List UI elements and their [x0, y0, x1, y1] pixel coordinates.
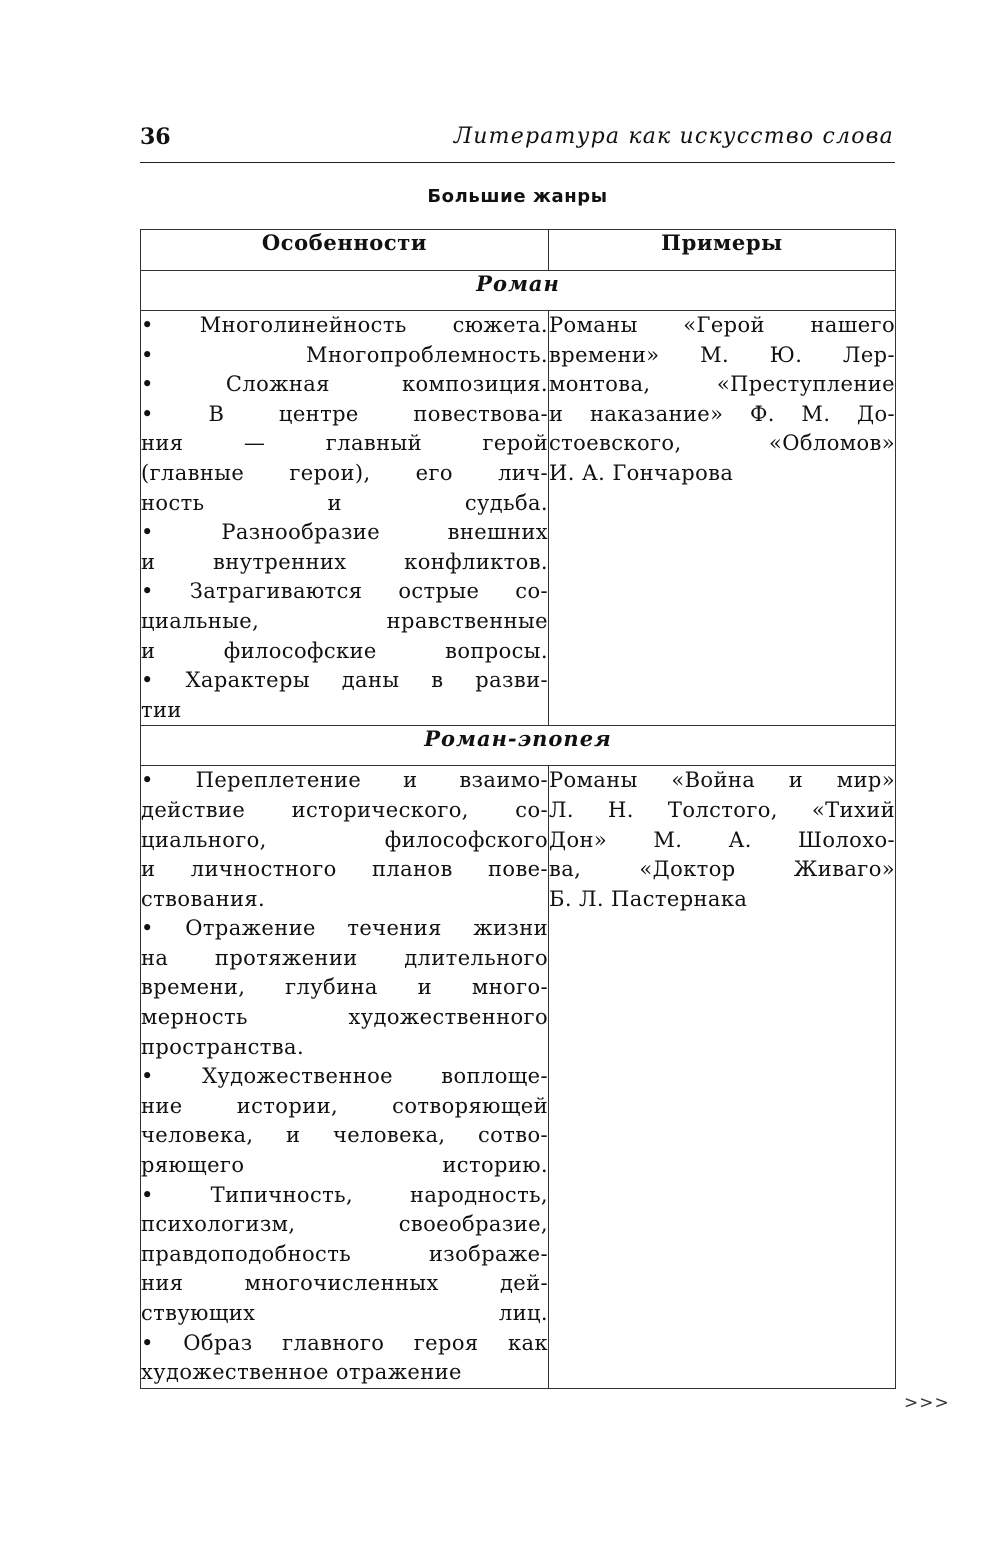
- section-title-roman: Роман: [141, 271, 896, 311]
- text-line: монтова, «Преступление: [549, 372, 895, 397]
- section-content-row: [141, 766, 896, 1388]
- section-header-row: [141, 271, 896, 311]
- genres-table: [140, 229, 896, 1389]
- text-line: Л. Н. Толстого, «Тихий: [549, 797, 895, 822]
- text-line: • Многолинейность сюжета.: [141, 313, 548, 337]
- text-line: ние истории, сотворяющей: [141, 1093, 548, 1118]
- text-line: • Типичность, народность,: [141, 1182, 548, 1207]
- section-content-row: [141, 311, 896, 726]
- text-line: • Характеры даны в разви-: [141, 668, 548, 693]
- column-header-features: Особенности: [141, 230, 549, 271]
- text-line: • Разнообразие внешних: [141, 520, 548, 545]
- section-header-row: [141, 726, 896, 766]
- text-line: ность и судьба.: [141, 490, 548, 515]
- text-line: (главные герои), его лич-: [141, 460, 548, 485]
- text-line: и личностного планов пове-: [141, 857, 548, 882]
- header-rule: [140, 162, 895, 163]
- text-line: • Отражение течения жизни: [141, 916, 548, 941]
- column-header-examples: Примеры: [549, 230, 896, 271]
- text-line: ния — главный герой: [141, 431, 548, 456]
- text-line: И. А. Гончарова: [549, 460, 734, 485]
- text-line: • Затрагиваются острые со-: [141, 579, 548, 604]
- examples-cell-roman-epopeya: [549, 766, 896, 1388]
- features-cell-roman: [141, 311, 549, 726]
- features-cell-roman-epopeya: [141, 766, 549, 1388]
- text-line: ряющего историю.: [141, 1153, 548, 1178]
- text-line: стоевского, «Обломов»: [549, 431, 895, 456]
- continuation-mark: >>>: [904, 1393, 950, 1413]
- text-line: ния многочисленных дей-: [141, 1271, 548, 1296]
- text-line: ствования.: [141, 886, 266, 911]
- text-line: ва, «Доктор Живаго»: [549, 857, 895, 882]
- examples-cell-roman: [549, 311, 896, 726]
- text-line: Романы «Герой нашего: [549, 313, 895, 337]
- text-line: • Многопроблемность.: [141, 342, 548, 367]
- page-number: 36: [140, 124, 171, 150]
- section-title-roman-epopeya: Роман-эпопея: [141, 726, 896, 766]
- text-line: • Сложная композиция.: [141, 372, 548, 397]
- text-line: Б. Л. Пастернака: [549, 886, 748, 911]
- text-line: и философские вопросы.: [141, 638, 548, 663]
- text-line: художественное отражение: [141, 1360, 462, 1385]
- text-line: • В центре повествова-: [141, 401, 548, 426]
- text-line: психологизм, своеобразие,: [141, 1212, 548, 1237]
- text-line: пространства.: [141, 1034, 305, 1059]
- text-line: и внутренних конфликтов.: [141, 549, 548, 574]
- text-line: и наказание» Ф. М. До-: [549, 401, 895, 426]
- table-caption: Большие жанры: [427, 186, 608, 207]
- text-line: • Переплетение и взаимо-: [141, 768, 548, 793]
- text-line: Дон» М. А. Шолохо-: [549, 827, 895, 852]
- text-line: мерность художественного: [141, 1005, 548, 1030]
- text-line: Романы «Война и мир»: [549, 768, 895, 793]
- text-line: • Художественное воплоще-: [141, 1064, 548, 1089]
- text-line: человека, и человека, сотво-: [141, 1123, 548, 1148]
- table-header-row: [141, 230, 896, 271]
- text-line: тии: [141, 697, 182, 722]
- text-line: на протяжении длительного: [141, 945, 548, 970]
- text-line: правдоподобность изображе-: [141, 1241, 548, 1266]
- text-line: • Образ главного героя как: [141, 1330, 548, 1355]
- running-title: Литература как искусство слова: [453, 124, 894, 149]
- text-line: циальные, нравственные: [141, 608, 548, 633]
- text-line: циального, философского: [141, 827, 548, 852]
- text-line: времени, глубина и много-: [141, 975, 548, 1000]
- text-line: времени» М. Ю. Лер-: [549, 342, 895, 367]
- text-line: действие исторического, со-: [141, 797, 548, 822]
- text-line: ствующих лиц.: [141, 1301, 548, 1325]
